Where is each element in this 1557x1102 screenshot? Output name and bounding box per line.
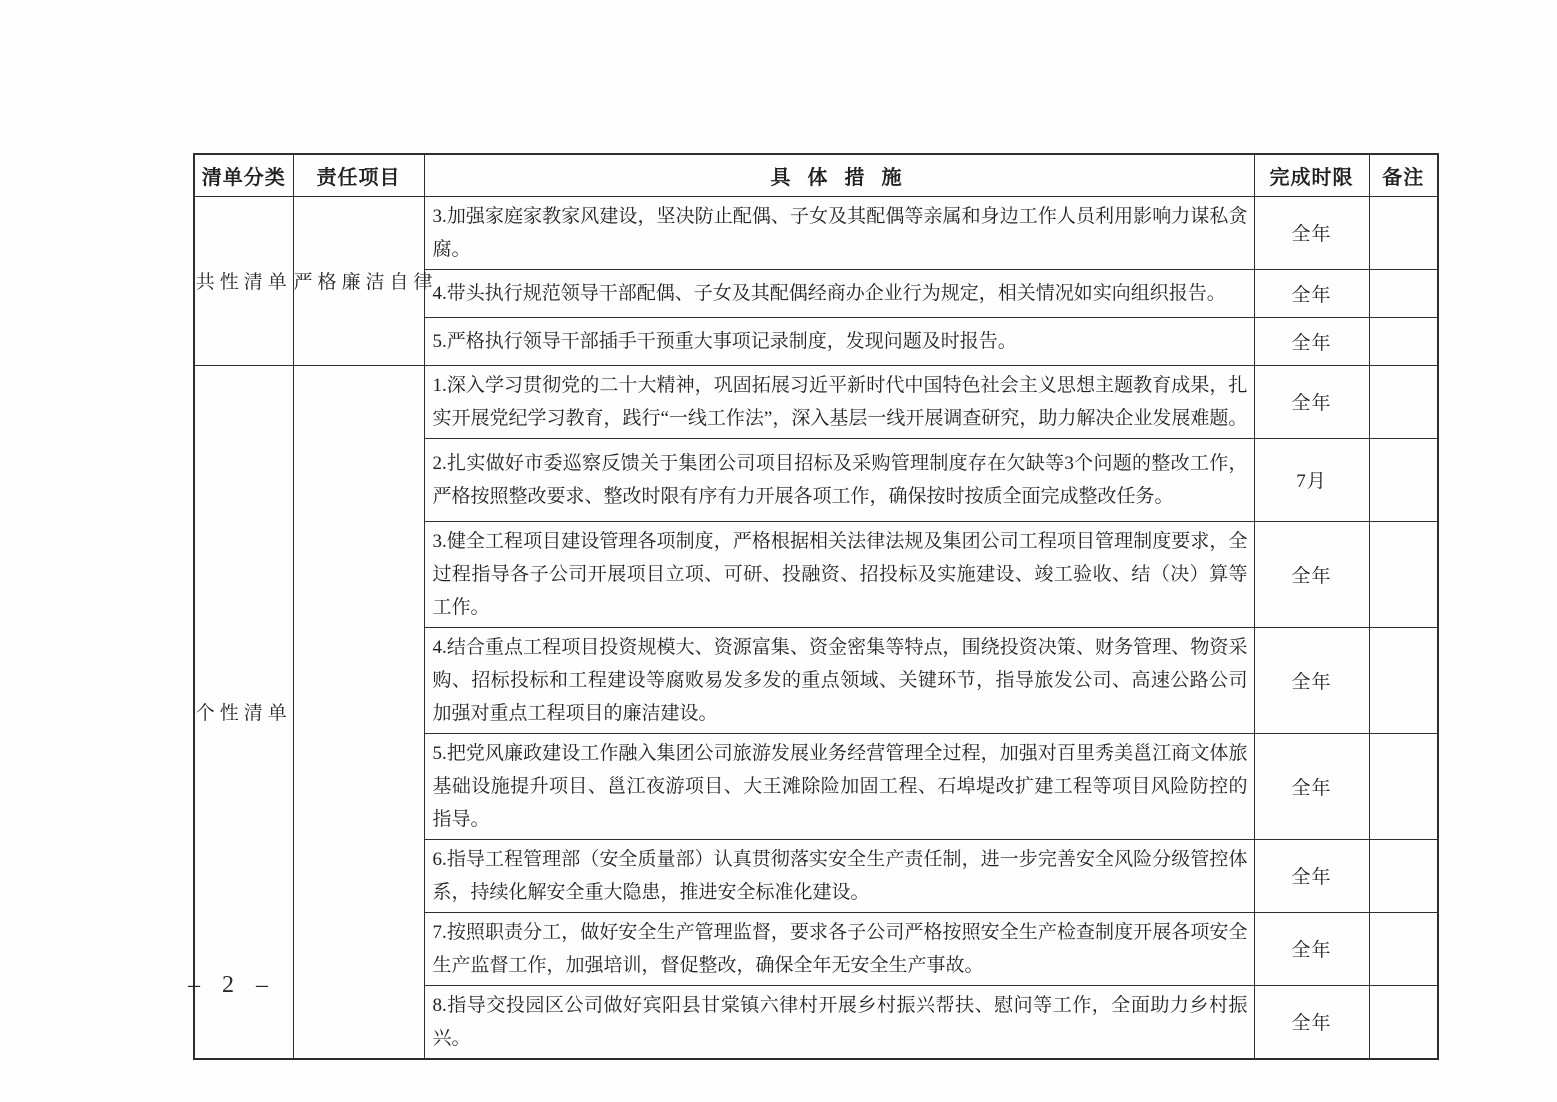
deadline-cell: 全年 — [1254, 733, 1369, 839]
table-header-row — [194, 154, 1438, 196]
measure-cell: 3.健全工程项目建设管理各项制度，严格根据相关法律法规及集团公司工程项目管理制度要求，全过程指导各子公司开展项目立项、可研、投融资、招投标及实施建设、竣工验收、结（决）算等工作。 — [424, 521, 1254, 627]
page-number: – 2 – — [188, 972, 276, 998]
measure-cell: 8.指导交投园区公司做好宾阳县甘棠镇六律村开展乡村振兴帮扶、慰问等工作，全面助力乡村振兴。 — [424, 985, 1254, 1059]
measure-cell: 1.深入学习贯彻党的二十大精神，巩固拓展习近平新时代中国特色社会主义思想主题教育成果，扎实开展党纪学习教育，践行“一线工作法”，深入基层一线开展调查研究，助力解决企业发展难题。 — [424, 365, 1254, 438]
table-row — [194, 196, 1438, 269]
responsibility-list-table — [193, 153, 1439, 1060]
deadline-cell: 全年 — [1254, 317, 1369, 365]
table-row — [194, 365, 1438, 438]
remark-cell — [1369, 269, 1438, 317]
deadline-cell: 全年 — [1254, 365, 1369, 438]
remark-cell — [1369, 627, 1438, 733]
header-deadline: 完成时限 — [1254, 154, 1369, 196]
deadline-cell: 全年 — [1254, 985, 1369, 1059]
header-category: 清单分类 — [194, 154, 293, 196]
remark-cell — [1369, 521, 1438, 627]
remark-cell — [1369, 912, 1438, 985]
remark-cell — [1369, 317, 1438, 365]
header-remark: 备注 — [1369, 154, 1438, 196]
measure-cell: 5.把党风廉政建设工作融入集团公司旅游发展业务经营管理全过程，加强对百里秀美邕江商文体旅基础设施提升项目、邕江夜游项目、大王滩除险加固工程、石埠堤改扩建工程等项目风险防控的指导。 — [424, 733, 1254, 839]
measure-cell: 7.按照职责分工，做好安全生产管理监督，要求各子公司严格按照安全生产检查制度开展各项安全生产监督工作，加强培训，督促整改，确保全年无安全生产事故。 — [424, 912, 1254, 985]
deadline-cell: 全年 — [1254, 521, 1369, 627]
deadline-cell: 7月 — [1254, 438, 1369, 521]
remark-cell — [1369, 438, 1438, 521]
measure-cell: 4.结合重点工程项目投资规模大、资源富集、资金密集等特点，围绕投资决策、财务管理、物资采购、招标投标和工程建设等腐败易发多发的重点领域、关键环节，指导旅发公司、高速公路公司加强对重点工程项目的廉洁建设。 — [424, 627, 1254, 733]
category-cell-individual: 个性清单 — [194, 365, 293, 1059]
measure-cell: 4.带头执行规范领导干部配偶、子女及其配偶经商办企业行为规定，相关情况如实向组织报告。 — [424, 269, 1254, 317]
remark-cell — [1369, 733, 1438, 839]
deadline-cell: 全年 — [1254, 627, 1369, 733]
header-project: 责任项目 — [293, 154, 424, 196]
header-measures: 具 体 措 施 — [424, 154, 1254, 196]
deadline-cell: 全年 — [1254, 269, 1369, 317]
measure-cell: 2.扎实做好市委巡察反馈关于集团公司项目招标及采购管理制度存在欠缺等3个问题的整改工作，严格按照整改要求、整改时限有序有力开展各项工作，确保按时按质全面完成整改任务。 — [424, 438, 1254, 521]
category-cell-common: 共性清单 — [194, 196, 293, 365]
deadline-cell: 全年 — [1254, 839, 1369, 912]
remark-cell — [1369, 839, 1438, 912]
remark-cell — [1369, 196, 1438, 269]
measure-cell: 5.严格执行领导干部插手干预重大事项记录制度，发现问题及时报告。 — [424, 317, 1254, 365]
deadline-cell: 全年 — [1254, 912, 1369, 985]
project-cell-individual — [293, 365, 424, 1059]
project-cell-common: 严格廉洁自律 — [293, 196, 424, 365]
measure-cell: 3.加强家庭家教家风建设，坚决防止配偶、子女及其配偶等亲属和身边工作人员利用影响力谋私贪腐。 — [424, 196, 1254, 269]
measure-cell: 6.指导工程管理部（安全质量部）认真贯彻落实安全生产责任制，进一步完善安全风险分级管控体系，持续化解安全重大隐患，推进安全标准化建设。 — [424, 839, 1254, 912]
deadline-cell: 全年 — [1254, 196, 1369, 269]
remark-cell — [1369, 985, 1438, 1059]
remark-cell — [1369, 365, 1438, 438]
